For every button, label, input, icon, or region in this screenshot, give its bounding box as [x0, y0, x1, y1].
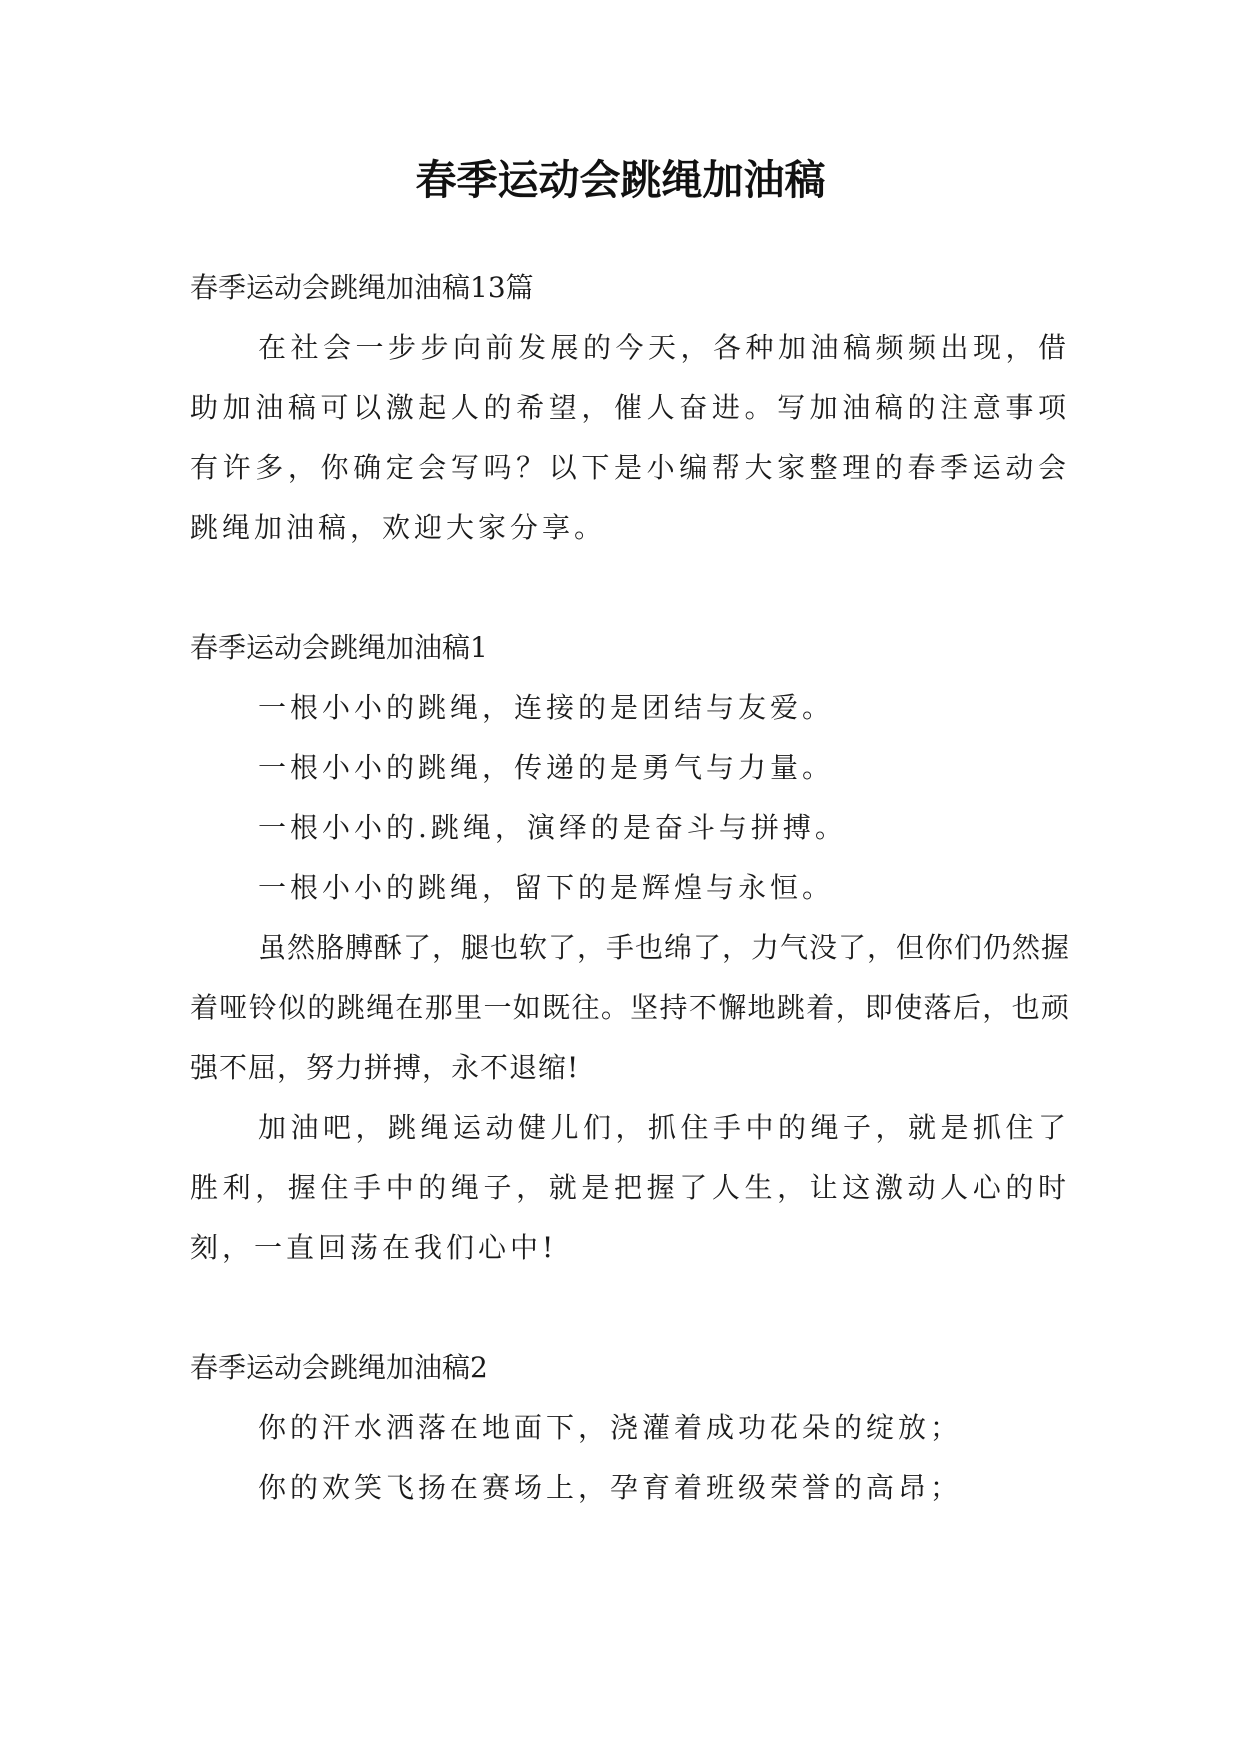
section-line: 一根小小的.跳绳，演绎的是奋斗与拼搏。	[258, 811, 847, 844]
section-paragraph: 虽然胳膊酥了，腿也软了，手也绵了，力气没了，但你们仍然握着哑铃似的跳绳在那里一如既往。坚持不懈地跳着，即使落后，也顽强不屈，努力拼搏，永不退缩!	[190, 931, 1071, 1084]
section-line: 一根小小的跳绳，连接的是团结与友爱。	[258, 691, 835, 724]
section-paragraph: 加油吧，跳绳运动健儿们，抓住手中的绳子，就是抓住了胜利，握住手中的绳子，就是把握了人生，让这激动人心的时刻，一直回荡在我们心中!	[190, 1111, 1070, 1264]
section-heading: 春季运动会跳绳加油稿1	[190, 631, 488, 664]
intro-paragraph: 在社会一步步向前发展的今天，各种加油稿频频出现，借助加油稿可以激起人的希望，催人奋进。写加油稿的注意事项有许多，你确定会写吗？以下是小编帮大家整理的春季运动会跳绳加油稿，欢迎大家分享。	[190, 331, 1070, 544]
section-line: 你的汗水洒落在地面下，浇灌着成功花朵的绽放；	[258, 1411, 963, 1444]
section-line: 你的欢笑飞扬在赛场上，孕育着班级荣誉的高昂；	[258, 1471, 963, 1504]
document-subtitle: 春季运动会跳绳加油稿13篇	[190, 271, 534, 304]
document-body	[190, 258, 1070, 1518]
section-line: 一根小小的跳绳，留下的是辉煌与永恒。	[258, 871, 835, 904]
document-title: 春季运动会跳绳加油稿	[415, 156, 826, 204]
section-heading: 春季运动会跳绳加油稿2	[190, 1351, 488, 1384]
section-line: 一根小小的跳绳，传递的是勇气与力量。	[258, 751, 835, 784]
